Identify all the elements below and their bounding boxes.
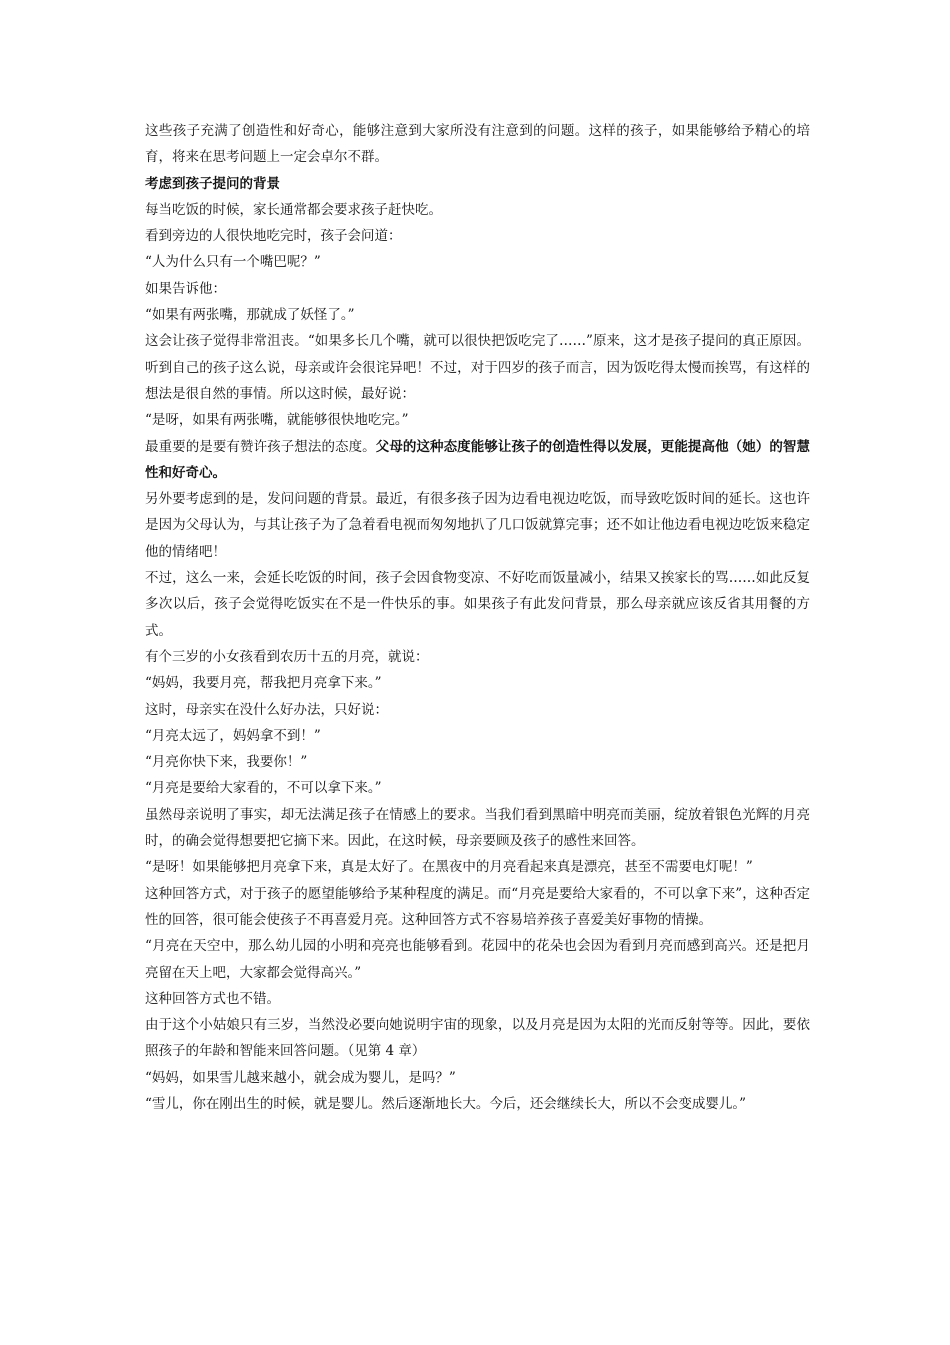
quote-line: “是呀！如果能够把月亮拿下来，真是太好了。在黑夜中的月亮看起来真是漂亮，甚至不需要电灯呢！”: [145, 859, 753, 876]
quote-line: “是呀，如果有两张嘴，就能够很快地吃完。”: [145, 412, 409, 429]
paragraph: 这些孩子充满了创造性和好奇心，能够注意到大家所没有注意到的问题。这样的孩子，如果能够给予精心的培育，将来在思考问题上一定会卓尔不群。: [145, 123, 810, 166]
quote-line: “妈妈，如果雪儿越来越小，就会成为婴儿，是吗？”: [145, 1069, 456, 1086]
quote-line: “雪儿，你在刚出生的时候，就是婴儿。然后逐渐地长大。今后，还会继续长大，所以不会变成婴儿。”: [145, 1095, 747, 1112]
section-heading: 考虑到孩子提问的背景: [145, 175, 280, 192]
quote-line: “人为什么只有一个嘴巴呢？”: [145, 254, 321, 271]
quote-line: “月亮你快下来，我要你！”: [145, 754, 308, 771]
paragraph: 由于这个小姑娘只有三岁，当然没必要向她说明宇宙的现象，以及月亮是因为太阳的光而反射等等。因此，要依照孩子的年龄和智能来回答问题。（见第 4 章）: [145, 1017, 810, 1060]
paragraph: 如果告诉他：: [145, 280, 226, 297]
paragraph-mixed: [145, 434, 810, 487]
paragraph: 这会让孩子觉得非常沮丧。“如果多长几个嘴，就可以很快把饭吃完了……”原来，这才是孩子提问的真正原因。听到自己的孩子这么说，母亲或许会很诧异吧！不过，对于四岁的孩子而言，因为饭吃得太慢而挨骂，有这样的想法是很自然的事情。所以这时候，最好说：: [145, 333, 810, 402]
paragraph: 这种回答方式也不错。: [145, 990, 280, 1007]
paragraph: 不过，这么一来，会延长吃饭的时间，孩子会因食物变凉、不好吃而饭量减小，结果又挨家长的骂……如此反复多次以后，孩子会觉得吃饭实在不是一件快乐的事。如果孩子有此发问背景，那么母亲就应该反省其用餐的方式。: [145, 570, 810, 639]
paragraph: 这时，母亲实在没什么好办法，只好说：: [145, 701, 388, 718]
paragraph-text: 最重要的是要有赞许孩子想法的态度。: [145, 438, 376, 455]
quote-line: “月亮太远了，妈妈拿不到！”: [145, 727, 321, 744]
emphasis-text: 父母的这种态度能够让孩子的创造性得以发展，更能提高他（她）的智慧性和好奇心。: [145, 438, 811, 481]
paragraph: 看到旁边的人很快地吃完时，孩子会问道：: [145, 228, 402, 245]
paragraph: 有个三岁的小女孩看到农历十五的月亮，就说：: [145, 648, 429, 665]
paragraph: 虽然母亲说明了事实，却无法满足孩子在情感上的要求。当我们看到黑暗中明亮而美丽，绽放着银色光辉的月亮时，的确会觉得想要把它摘下来。因此，在这时候，母亲要顾及孩子的感性来回答。: [145, 806, 810, 850]
quote-line: “月亮是要给大家看的，不可以拿下来。”: [145, 780, 382, 797]
paragraph: 另外要考虑到的是，发问问题的背景。最近，有很多孩子因为边看电视边吃饭，而导致吃饭时间的延长。这也许是因为父母认为，与其让孩子为了急着看电视而匆匆地扒了几口饭就算完事；还不如让他边看电视边吃饭来稳定他的情绪吧！: [145, 491, 810, 560]
quote-line: “月亮在天空中，那么幼儿园的小明和亮亮也能够看到。花园中的花朵也会因为看到月亮而感到高兴。还是把月亮留在天上吧，大家都会觉得高兴。”: [145, 938, 810, 981]
paragraph: 这种回答方式，对于孩子的愿望能够给予某种程度的满足。而“月亮是要给大家看的，不可以拿下来”，这种否定性的回答，很可能会使孩子不再喜爱月亮。这种回答方式不容易培养孩子喜爱美好事物的情操。: [145, 885, 810, 928]
document-body: [145, 118, 810, 1117]
paragraph: 每当吃饭的时候，家长通常都会要求孩子赶快吃。: [145, 201, 442, 218]
quote-line: “妈妈，我要月亮，帮我把月亮拿下来。”: [145, 675, 382, 692]
quote-line: “如果有两张嘴，那就成了妖怪了。”: [145, 307, 355, 324]
